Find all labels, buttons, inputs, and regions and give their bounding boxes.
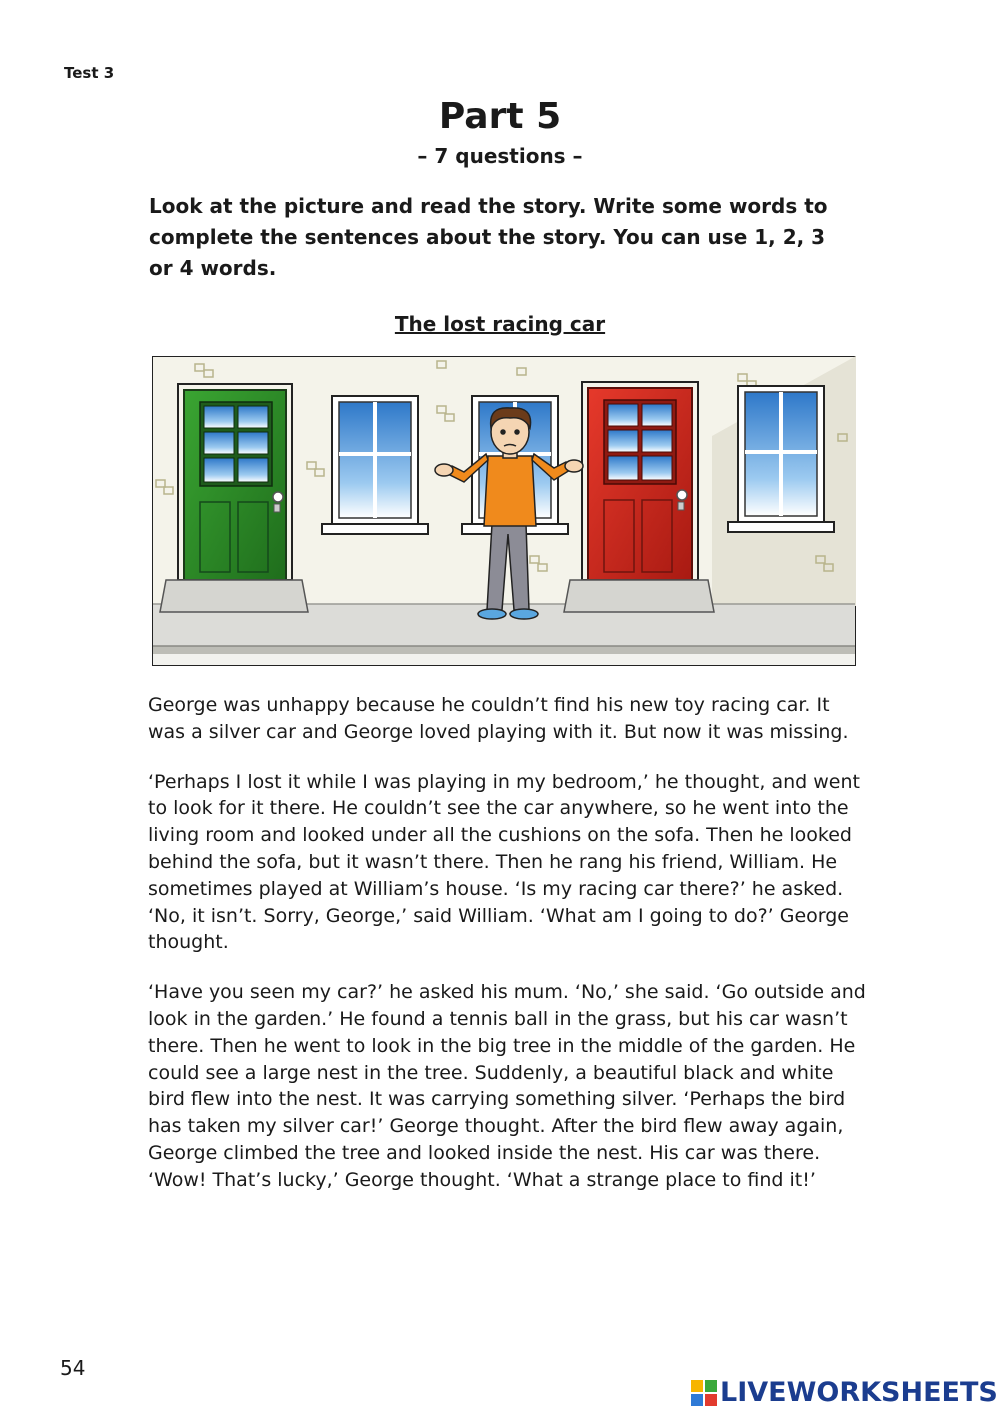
part-title: Part 5 xyxy=(438,96,562,137)
page-number: 54 xyxy=(60,1356,86,1380)
window xyxy=(322,396,428,534)
brand-name: LIVEWORKSHEETS xyxy=(720,1377,998,1408)
green-door xyxy=(160,384,308,612)
instructions: Look at the picture and read the story. Write some words to complete the sentences about the story. You can use 1, 2, 3 or 4 words. xyxy=(149,194,828,280)
story-paragraph: ‘Perhaps I lost it while I was playing in my bedroom,’ he thought, and went to look for it there. He couldn’t see the car anywhere, so he went into the living room and looked under all the cushions on the sofa. Then he looked behind the sofa, but it wasn’t there. Then he rang his friend, William. He sometimes played at William’s house. ‘Is my racing car there?’ he asked. ‘No, it isn’t. Sorry, George,’ said William. ‘What am I going to do?’ George thought. xyxy=(148,770,860,954)
story-text xyxy=(148,692,868,1217)
liveworksheets-logo xyxy=(690,1377,998,1408)
story-title: The lost racing car xyxy=(394,312,606,336)
story-paragraph: George was unhappy because he couldn’t find his new toy racing car. It was a silver car and George loved playing with it. But now it was missing. xyxy=(148,694,849,743)
window xyxy=(728,386,834,532)
red-door xyxy=(564,382,714,612)
liveworksheets-icon xyxy=(690,1379,718,1407)
story-illustration xyxy=(152,356,856,666)
part-subtitle: – 7 questions – xyxy=(417,144,583,168)
test-label: Test 3 xyxy=(64,64,115,82)
story-paragraph: ‘Have you seen my car?’ he asked his mum. ‘No,’ she said. ‘Go outside and look in the garden.’ He found a tennis ball in the grass, but his car wasn’t there. Then he went to look in the big tree in the middle of the garden. He could see a large nest in the tree. Suddenly, a beautiful black and white bird flew into the nest. It was carrying something silver. ‘Perhaps the bird has taken my silver car!’ George thought. After the bird flew away again, George climbed the tree and looked inside the nest. His car was there. ‘Wow! That’s lucky,’ George thought. ‘What a strange place to find it!’ xyxy=(148,981,866,1191)
